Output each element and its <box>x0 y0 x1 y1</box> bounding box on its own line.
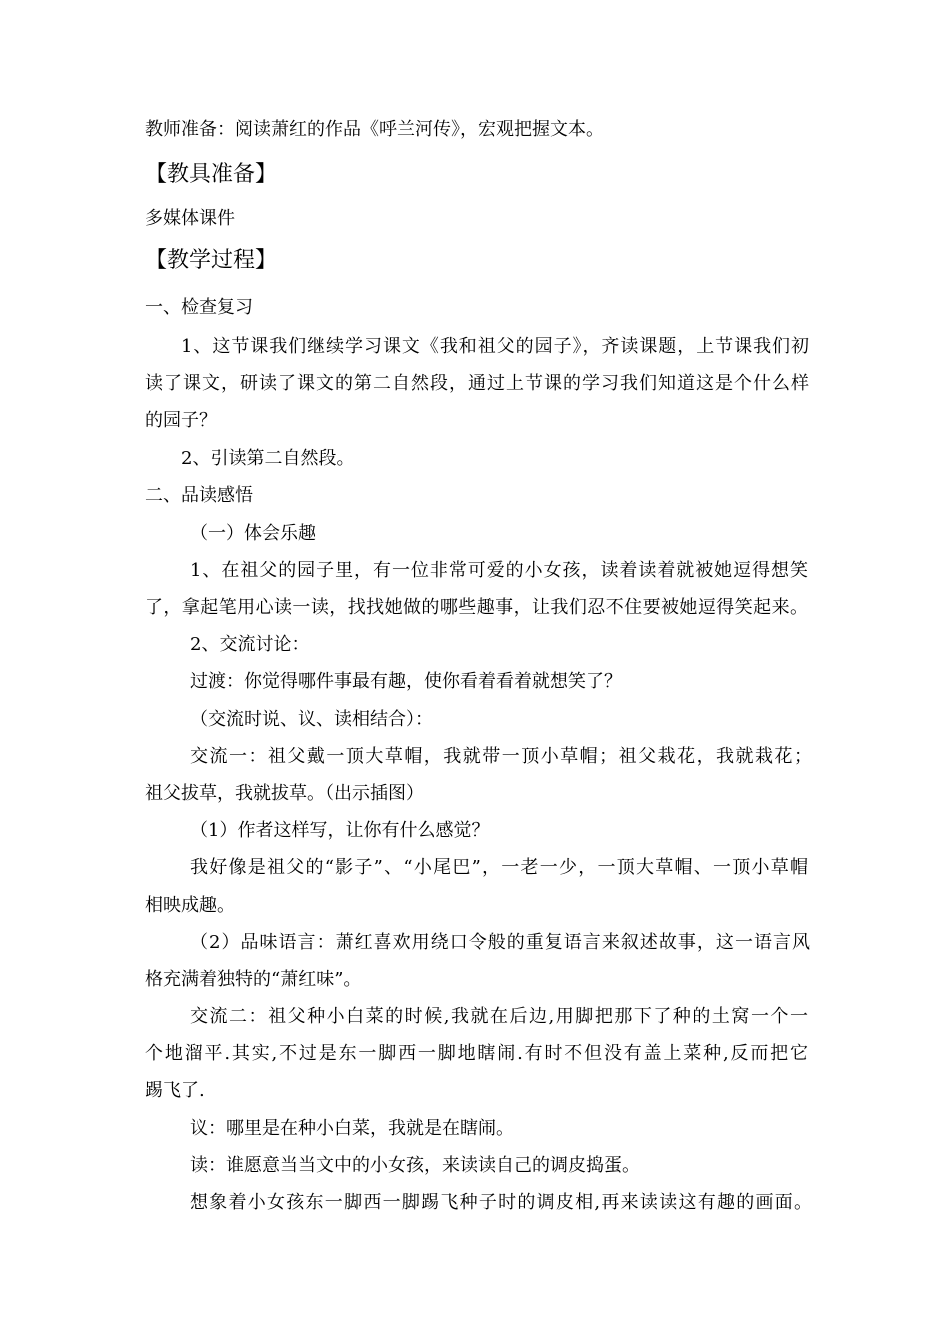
section-1-paragraph-1-line-1: 1、这节课我们继续学习课文《我和祖父的园子》，齐读课题，上节课我们初 <box>181 336 809 357</box>
teaching-tools-text: 多媒体课件 <box>145 208 235 229</box>
question-2-line-1: （2）品味语言：萧红喜欢用绕口令般的重复语言来叙述故事，这一语言风 <box>190 932 810 953</box>
transition-line: 过渡：你觉得哪件事最有趣，使你看着看着就想笑了？ <box>190 671 622 692</box>
exchange-1-line-2: 祖父拔草，我就拔草。（出示插图） <box>145 783 424 804</box>
reading-line: 读：谁愿意当当文中的小女孩，来读读自己的调皮捣蛋。 <box>190 1155 640 1176</box>
section-2-title: 二、品读感悟 <box>145 485 253 506</box>
teacher-prep-line: 教师准备：阅读萧红的作品《呼兰河传》，宏观把握文本。 <box>145 119 604 140</box>
section-2-paragraph-1-line-2: 了，拿起笔用心读一读，找找她做的哪些趣事，让我们忍不住要被她逗得笑起来。 <box>145 597 808 618</box>
section-1-paragraph-2: 2、引读第二自然段。 <box>181 448 355 469</box>
answer-1-line-1: 我好像是祖父的“影子”、“小尾巴”，一老一少，一顶大草帽、一顶小草帽 <box>190 857 808 878</box>
section-1-paragraph-1-line-2: 读了课文，研读了课文的第二自然段，通过上节课的学习我们知道这是个什么样 <box>145 373 809 394</box>
question-2-line-2: 格充满着独特的“萧红味”。 <box>145 969 362 990</box>
exchange-2-line-2: 个地溜平.其实,不过是东一脚西一脚地瞎闹.有时不但没有盖上菜种,反而把它 <box>145 1043 808 1064</box>
discussion-line: 议：哪里是在种小白菜，我就是在瞎闹。 <box>190 1118 514 1139</box>
section-2-paragraph-2: 2、交流讨论： <box>190 634 310 655</box>
section-1-title: 一、检查复习 <box>145 297 253 318</box>
answer-1-line-2: 相映成趣。 <box>145 895 235 916</box>
heading-teaching-process: 【教学过程】 <box>145 248 278 273</box>
exchange-2-line-3: 踢飞了. <box>145 1080 205 1101</box>
question-1: （1）作者这样写，让你有什么感觉？ <box>190 820 490 841</box>
section-2-paragraph-1-line-1: 1、在祖父的园子里，有一位非常可爱的小女孩，读着读着就被她逗得想笑 <box>190 560 808 581</box>
heading-teaching-tools: 【教具准备】 <box>145 162 278 187</box>
exchange-2-line-1: 交流二：祖父种小白菜的时候,我就在后边,用脚把那下了种的土窝一个一 <box>190 1006 808 1027</box>
imagine-line: 想象着小女孩东一脚西一脚踢飞种子时的调皮相,再来读读这有趣的画面。 <box>190 1192 812 1213</box>
section-2-subtitle-1: （一）体会乐趣 <box>190 523 316 544</box>
section-1-paragraph-1-line-3: 的园子？ <box>145 410 217 431</box>
exchange-1-line-1: 交流一：祖父戴一顶大草帽，我就带一顶小草帽；祖父栽花，我就栽花； <box>190 746 812 767</box>
method-line: （交流时说、议、读相结合）： <box>190 709 433 730</box>
